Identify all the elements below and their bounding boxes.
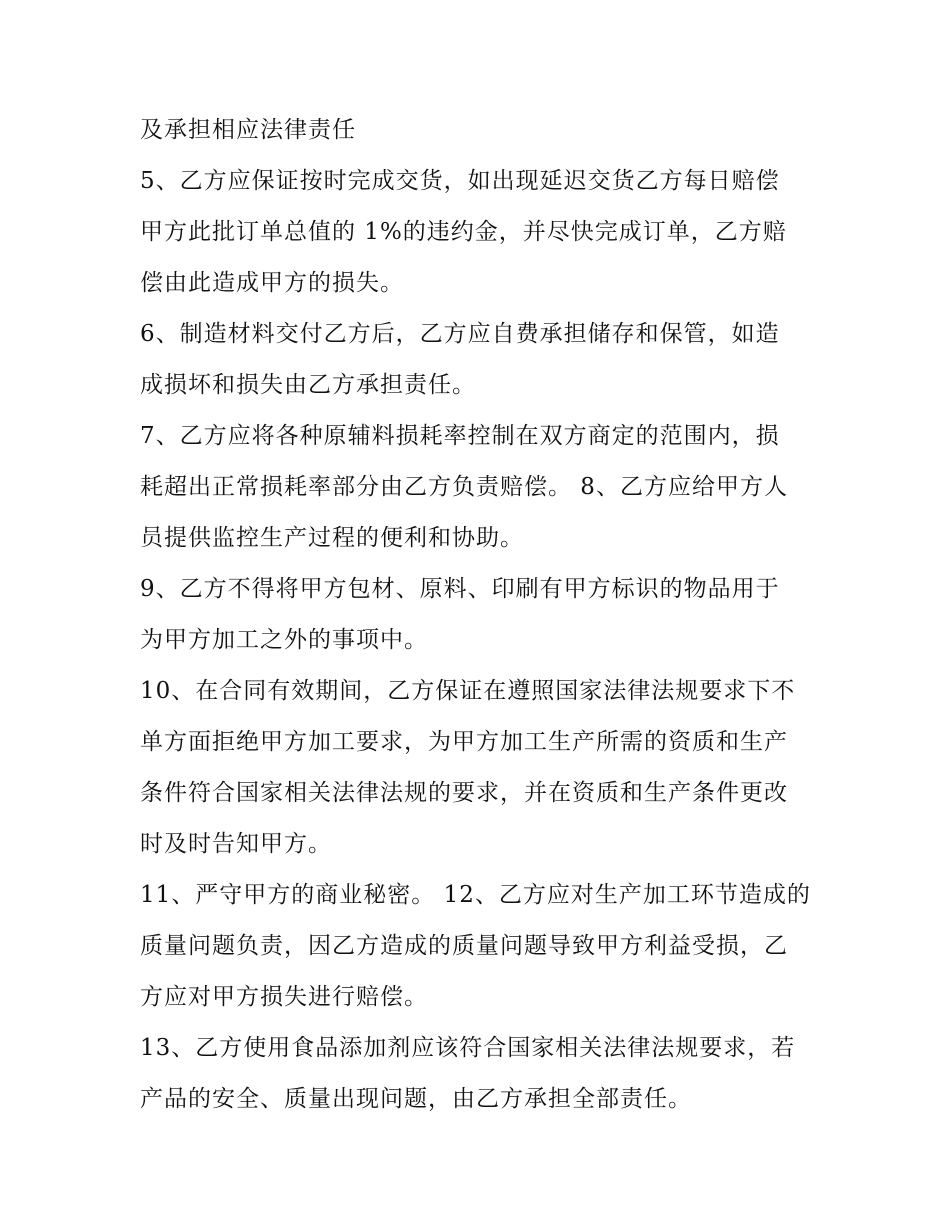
text-line: 方应对甲方损失进行赔偿。	[140, 984, 428, 1010]
text-line: 员提供监控生产过程的便利和协助。	[140, 525, 524, 551]
text-line: 时及时告知甲方。	[140, 831, 332, 857]
text-line: 质量问题负责，因乙方造成的质量问题导致甲方利益受损，乙	[140, 933, 788, 959]
text-line: 11、严守甲方的商业秘密。 12、乙方应对生产加工环节造成的	[140, 882, 811, 908]
text-line: 10、在合同有效期间，乙方保证在遵照国家法律法规要求下不	[140, 678, 796, 704]
text-line: 5、乙方应保证按时完成交货，如出现延迟交货乙方每日赔偿	[140, 168, 780, 194]
contract-text	[140, 108, 820, 1128]
text-line: 7、乙方应将各种原辅料损耗率控制在双方商定的范围内，损	[140, 423, 780, 449]
text-line: 9、乙方不得将甲方包材、原料、印刷有甲方标识的物品用于	[140, 576, 780, 602]
text-line: 产品的安全、质量出现问题，由乙方承担全部责任。	[140, 1086, 692, 1112]
text-line: 6、制造材料交付乙方后，乙方应自费承担储存和保管，如造	[140, 321, 780, 347]
text-line: 成损坏和损失由乙方承担责任。	[140, 372, 476, 398]
text-line: 单方面拒绝甲方加工要求，为甲方加工生产所需的资质和生产	[140, 729, 788, 755]
text-line: 偿由此造成甲方的损失。	[140, 270, 404, 296]
text-line: 甲方此批订单总值的 1%的违约金，并尽快完成订单，乙方赔	[140, 219, 787, 245]
text-line: 13、乙方使用食品添加剂应该符合国家相关法律法规要求，若	[140, 1035, 796, 1061]
text-line: 为甲方加工之外的事项中。	[140, 627, 428, 653]
text-line: 耗超出正常损耗率部分由乙方负责赔偿。 8、乙方应给甲方人	[140, 474, 788, 500]
text-line: 条件符合国家相关法律法规的要求，并在资质和生产条件更改	[140, 780, 788, 806]
text-line: 及承担相应法律责任	[140, 117, 356, 143]
